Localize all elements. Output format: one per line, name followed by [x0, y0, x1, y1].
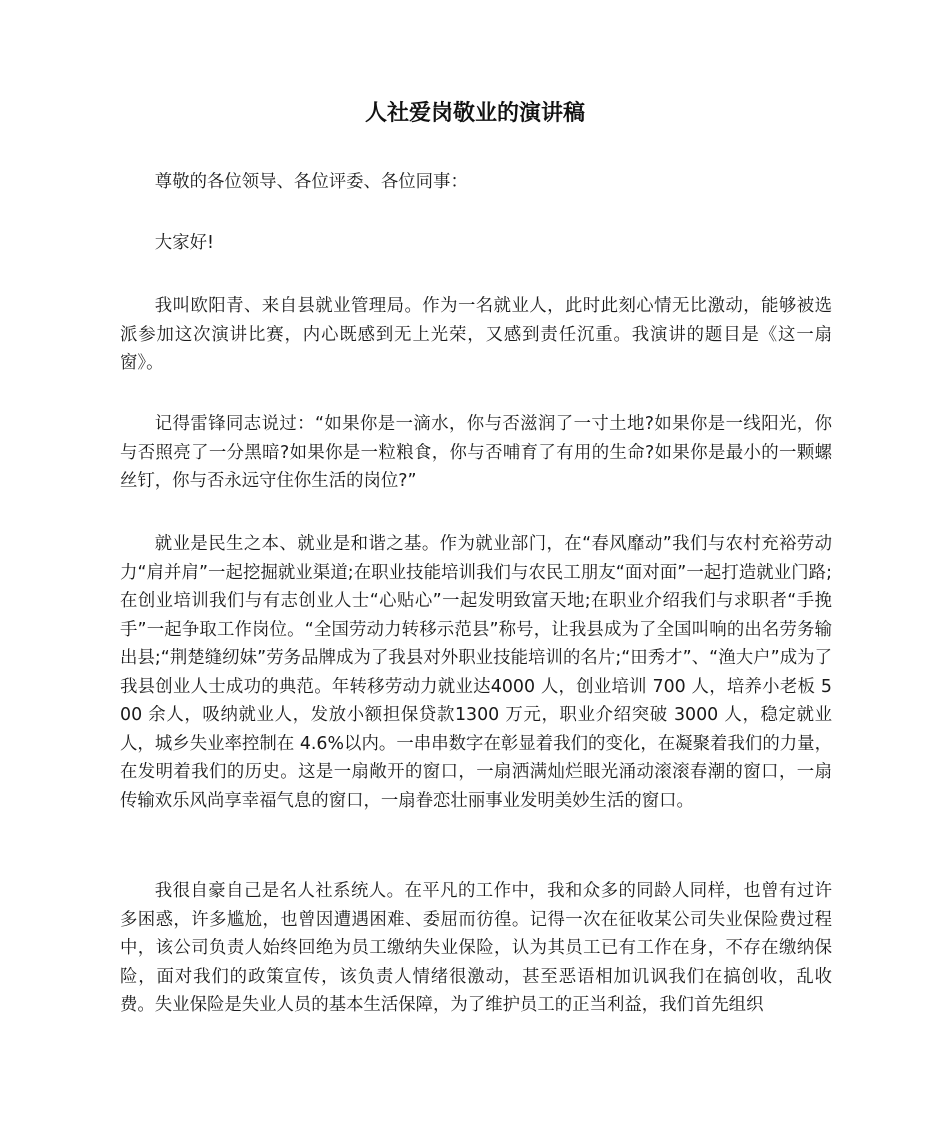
employment-paragraph: 就业是民生之本、就业是和谐之基。作为就业部门，在“春风靡动”我们与农村充裕劳动力“肩并肩”一起挖掘就业渠道;在职业技能培训我们与农民工朋友“面对面”一起打造就业门路;在创业培训我们与有志创业人士“心贴心”一起发明致富天地;在职业介绍我们与求职者“手挽手”一起争取工作岗位。“全国劳动力转移示范县”称号，让我县成为了全国叫响的出名劳务输出县;“荆楚缝纫妹”劳务品牌成为了我县对外职业技能培训的名片;“田秀才”、“渔大户”成为了我县创业人士成功的典范。年转移劳动力就业达4000 人，创业培训 700 人，培养小老板 500 余人，吸纳就业人，发放小额担保贷款1300 万元，职业介绍突破 3000 人，稳定就业人，城乡失业率控制在 4.6%以内。一串串数字在彰显着我们的变化，在凝聚着我们的力量，在发明着我们的历史。这是一扇敞开的窗口，一扇洒满灿烂眼光涌动滚滚春潮的窗口，一扇传输欢乐风尚享幸福气息的窗口，一扇眷恋壮丽事业发明美妙生活的窗口。 [120, 534, 832, 811]
document-title: 人社爱岗敬业的演讲稿 [364, 101, 585, 126]
salutation-paragraph: 尊敬的各位领导、各位评委、各位同事： [154, 172, 468, 192]
quote-paragraph: 记得雷锋同志说过：“如果你是一滴水，你与否滋润了一寸土地?如果你是一线阳光，你与否照亮了一分黑暗?如果你是一粒粮食，你与否哺育了有用的生命?如果你是最小的一颗螺丝钉，你与否永远守住你生活的岗位?” [120, 414, 832, 491]
pride-paragraph: 我很自豪自己是名人社系统人。在平凡的工作中，我和众多的同龄人同样，也曾有过许多困惑，许多尴尬，也曾因遭遇困难、委屈而彷徨。记得一次在征收某公司失业保险费过程中，该公司负责人始终回绝为员工缴纳失业保险，认为其员工已有工作在身，不存在缴纳保险，面对我们的政策宣传，该负责人情绪很激动，甚至恶语相加讥讽我们在搞创收，乱收费。失业保险是失业人员的基本生活保障，为了维护员工的正当利益，我们首先组织 [120, 881, 832, 1015]
greeting-paragraph: 大家好! [154, 233, 214, 253]
introduction-paragraph: 我叫欧阳青、来自县就业管理局。作为一名就业人，此时此刻心情无比激动，能够被选派参加这次演讲比赛，内心既感到无上光荣，又感到责任沉重。我演讲的题目是《这一扇窗》。 [120, 296, 832, 373]
